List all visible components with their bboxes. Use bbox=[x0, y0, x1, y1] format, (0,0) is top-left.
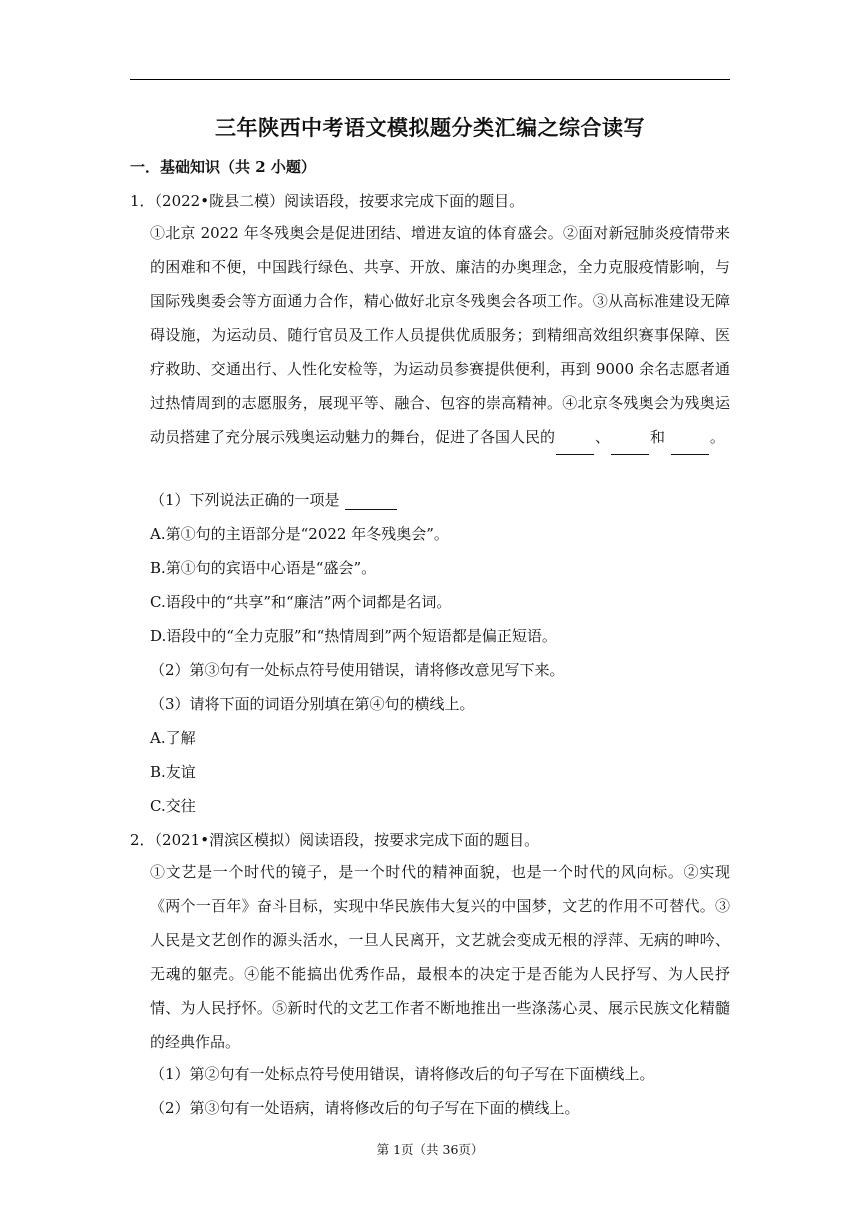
document-title: 三年陕西中考语文模拟题分类汇编之综合读写 bbox=[215, 115, 645, 140]
passage-blank-3 bbox=[671, 420, 709, 455]
sub-1-prompt: （1）下列说法正确的一项是 bbox=[150, 491, 345, 509]
question-2-header: 2．（2021•渭滨区模拟）阅读语段，按要求完成下面的题目。 bbox=[130, 831, 540, 849]
option-b: B.第①句的宾语中心语是“盛会”。 bbox=[150, 559, 377, 577]
page-footer: 第 1页（共 36页） bbox=[376, 1142, 484, 1157]
question-1-sub-2: （2）第③句有一处标点符号使用错误，请将修改意见写下来。 bbox=[150, 661, 565, 679]
word-option-b: B.友谊 bbox=[150, 763, 196, 781]
question-2-passage: ①文艺是一个时代的镜子，是一个时代的精神面貌，也是一个时代的风向标。②实现《两个一百年》奋斗目标，实现中华民族伟大复兴的中国梦，文艺的作用不可替代。③人民是文艺创作的源头活水，一旦人民离开，文艺就会变成无根的浮萍、无病的呻吟、无魂的躯壳。④能不能搞出优秀作品，最根本的决定于是否能为人民抒写、为人民抒情、为人民抒怀。⑤新时代的文艺工作者不断地推出一些涤荡心灵、展示民族文化精髓的经典作品。 bbox=[150, 863, 730, 1051]
passage-blank-2 bbox=[611, 420, 649, 455]
option-d: D.语段中的“全力克服”和“热情周到”两个短语都是偏正短语。 bbox=[150, 627, 557, 645]
question-1-header: 1．（2022•陇县二模）阅读语段，按要求完成下面的题目。 bbox=[130, 192, 525, 210]
header-rule bbox=[130, 79, 730, 80]
answer-blank bbox=[345, 491, 397, 510]
word-option-a: A.了解 bbox=[150, 729, 196, 747]
question-1-sub-1 bbox=[150, 489, 398, 510]
question-1-sub-3: （3）请将下面的词语分别填在第④句的横线上。 bbox=[150, 695, 475, 713]
passage-separator-1: 、 bbox=[595, 428, 611, 446]
question-1-passage bbox=[150, 216, 730, 456]
question-2-sub-1: （1）第②句有一处标点符号使用错误，请将修改后的句子写在下面横线上。 bbox=[150, 1065, 655, 1083]
option-a: A.第①句的主语部分是“2022 年冬残奥会”。 bbox=[150, 525, 449, 543]
section-heading: 一．基础知识（共 2 小题） bbox=[130, 158, 316, 176]
passage-separator-2: 和 bbox=[650, 428, 670, 446]
question-1-passage-text: ①北京 2022 年冬残奥会是促进团结、增进友谊的体育盛会。②面对新冠肺炎疫情带来的困难和不便，中国践行绿色、共享、开放、廉洁的办奥理念，全力克服疫情影响，与国际残奥委会等方面通力合作，精心做好北京冬残奥会各项工作。③从高标准建设无障碍设施，为运动员、随行官员及工作人员提供优质服务；到精细高效组织赛事保障、医疗救助、交通出行、人性化安检等，为运动员参赛提供便利，再到 9000 余名志愿者通过热情周到的志愿服务，展现平等、融合、包容的崇高精神。④北京冬残奥会为残奥运动员搭建了充分展示残奥运动魅力的舞台，促进了各国人民的 bbox=[150, 224, 730, 446]
word-option-c: C.交往 bbox=[150, 797, 196, 815]
passage-blank-1 bbox=[556, 420, 594, 455]
question-2-sub-2: （2）第③句有一处语病，请将修改后的句子写在下面的横线上。 bbox=[150, 1099, 580, 1117]
option-c: C.语段中的“共享”和“廉洁”两个词都是名词。 bbox=[150, 593, 452, 611]
passage-end: 。 bbox=[709, 428, 725, 446]
